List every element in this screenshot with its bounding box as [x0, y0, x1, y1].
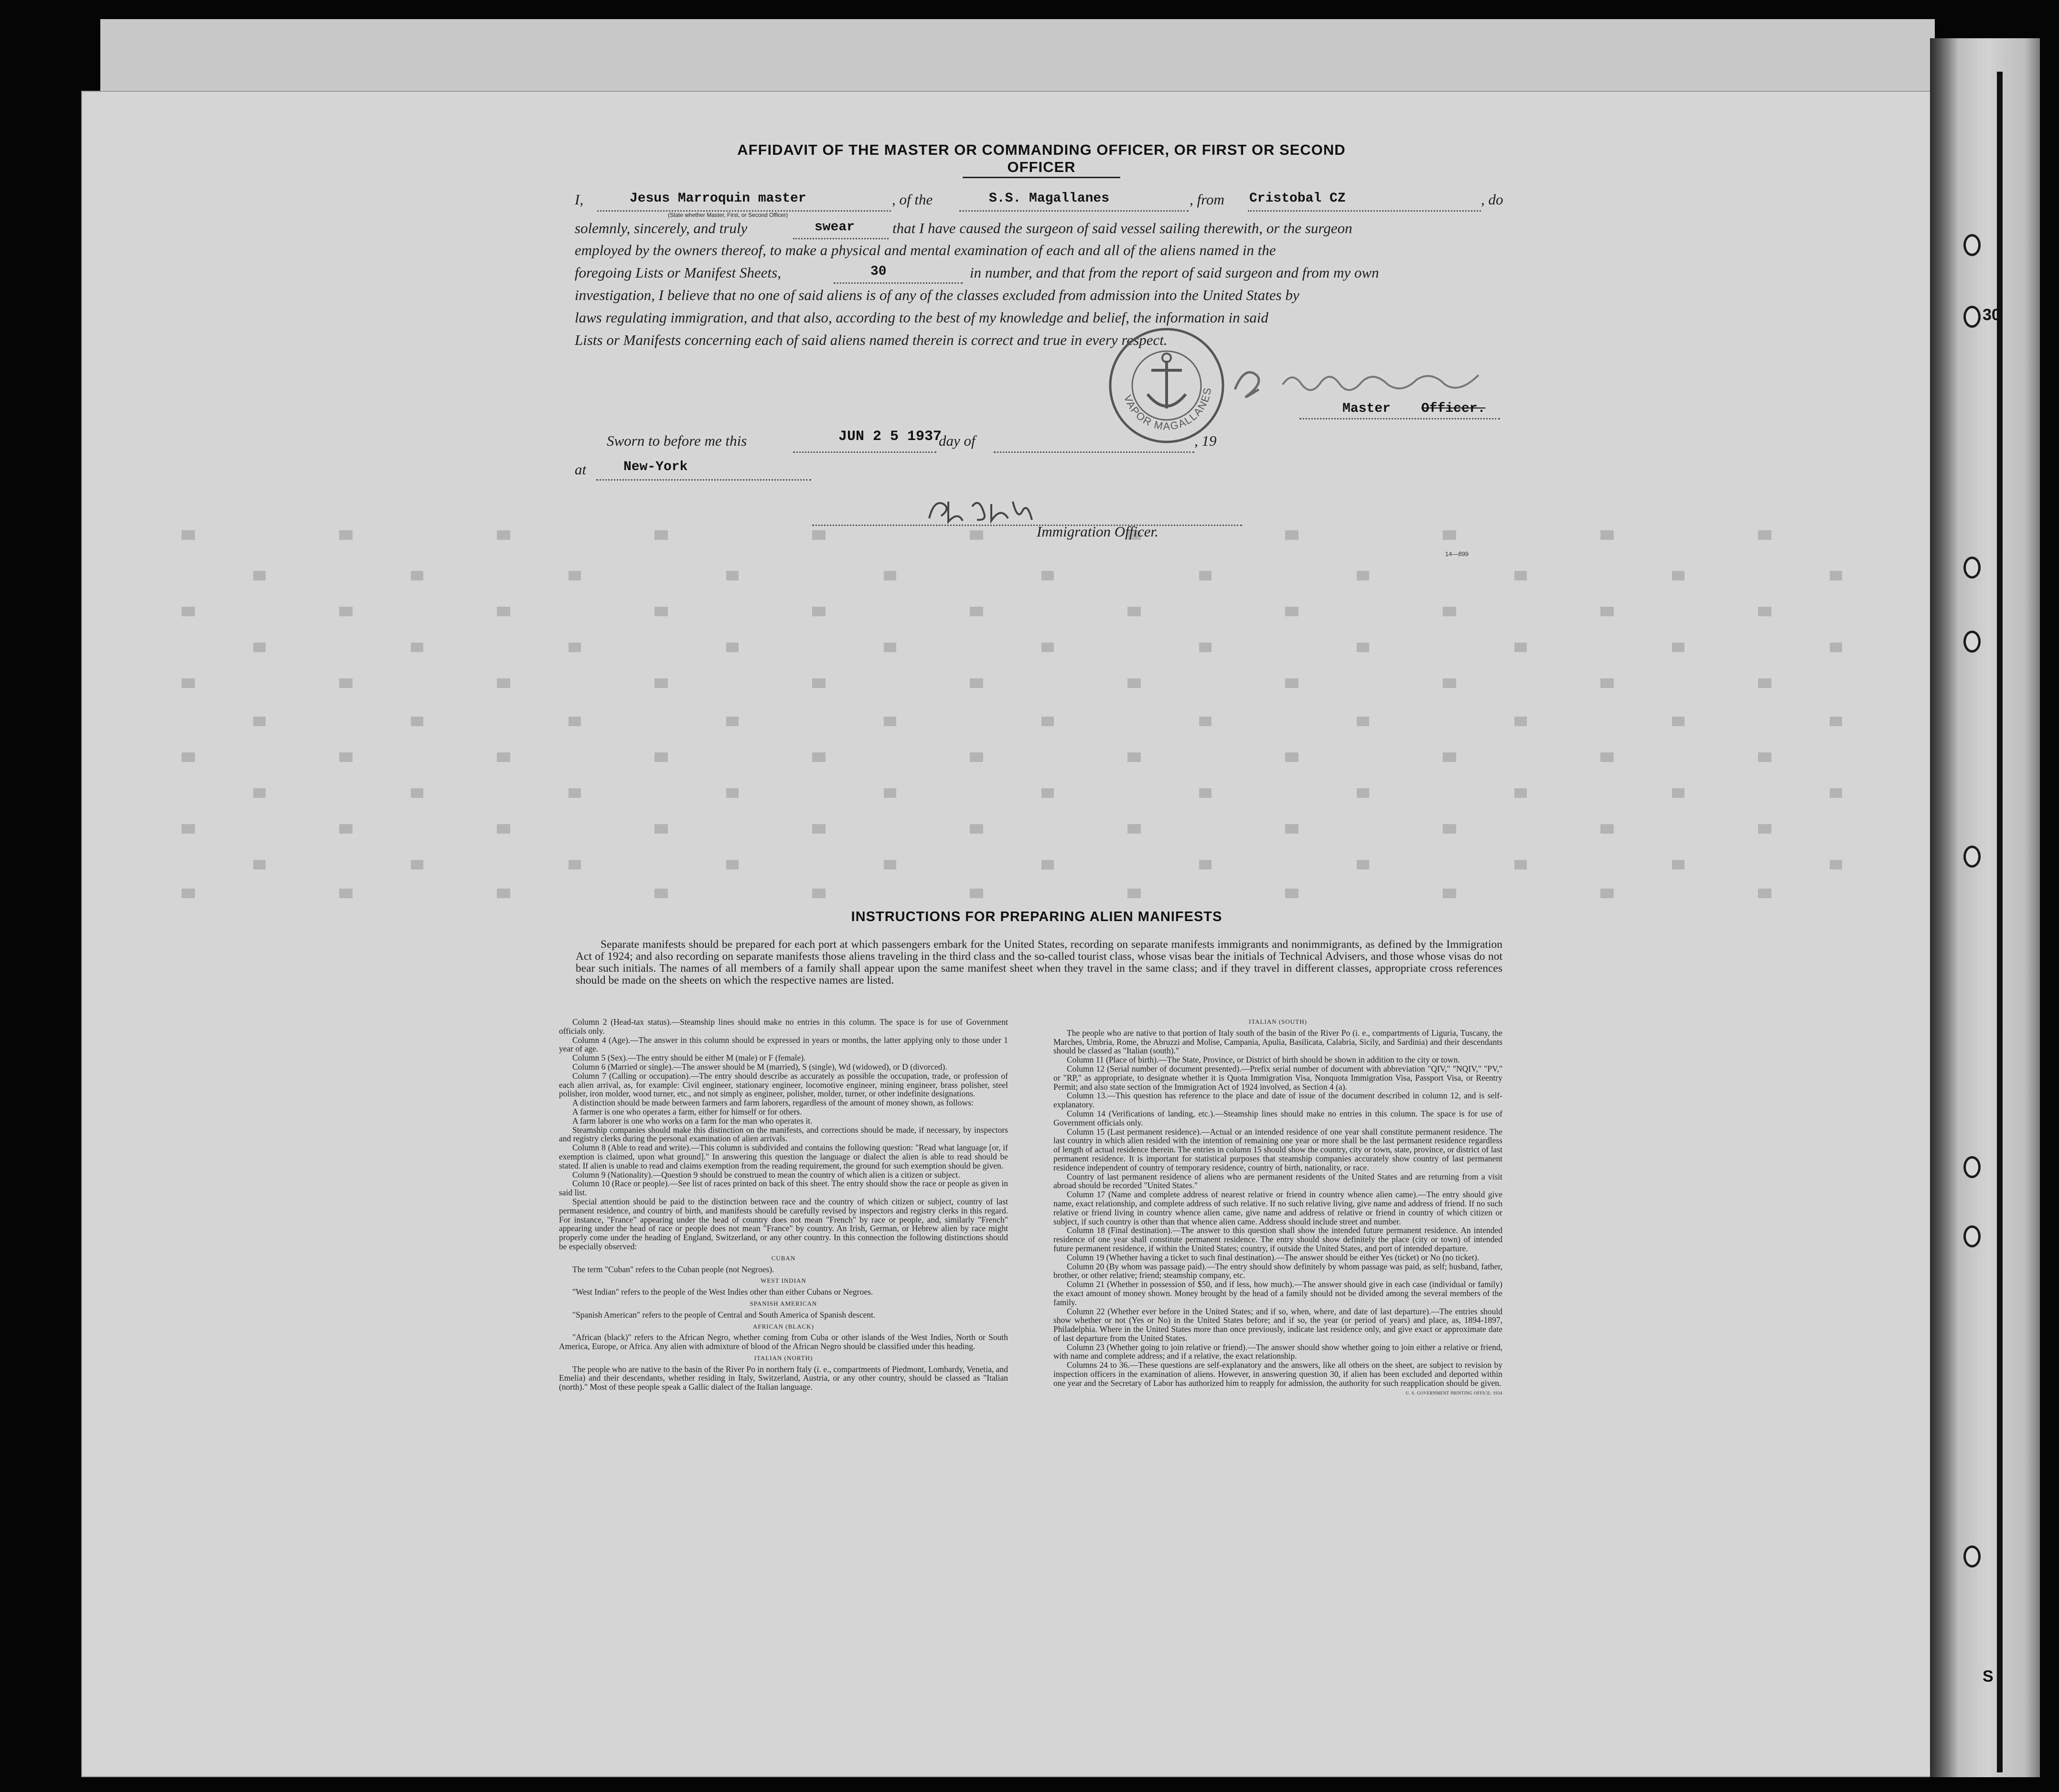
instruction-paragraph: Column 10 (Race or people).—See list of races printed on back of this sheet. The entry should show the race or people as given in said list. [559, 1179, 1008, 1198]
oath-underline [793, 238, 889, 239]
instruction-paragraph: Steamship companies should make this distinction on the manifests, and corrections should be made, if necessary, by inspectors and registry clerks during the personal examination of alien arrivals. [559, 1125, 1008, 1144]
section-heading-spanish-american: SPANISH AMERICAN [750, 1299, 817, 1307]
instructions-right-column [1053, 1018, 1502, 1397]
instruction-paragraph: Columns 24 to 36.—These questions are self-explanatory and the answers, like all others on the sheet, are subject to revision by inspection officers in the examination of aliens. However, in answering question 30, if alien has been excluded and deported within one year and the Secretary of Labor has authorized him to reapply for admission, the authority for such reapplication should be given. [1053, 1360, 1502, 1388]
form-number: 14—899 [1445, 550, 1469, 558]
sworn-label: Sworn to before me this [607, 432, 747, 449]
seal-text: VAPOR MAGALLANES [1121, 386, 1214, 432]
bleed-through-row [182, 643, 1901, 652]
binder-hole [1963, 557, 1981, 579]
instructions-title: INSTRUCTIONS FOR PREPARING ALIEN MANIFESTS [851, 909, 1223, 924]
bleed-through-row [182, 788, 1901, 798]
month-underline [994, 451, 1194, 453]
date-stamp: JUN 2 5 1937 [838, 429, 942, 445]
bleed-through-row [182, 607, 1901, 616]
instruction-paragraph: A farm laborer is one who works on a farm for the man who operates it. [572, 1116, 813, 1126]
affidavit-line-7: Lists or Manifests concerning each of said aliens named therein is correct and true in every respect. [575, 332, 1168, 348]
officer-struck: Officer. [1421, 401, 1486, 416]
instruction-paragraph: Column 18 (Final destination).—The answer to this question shall show the intended future permanent residence. An intended residence of one year shall constitute permanent residence. The entry should show definitely the place (city or town) of intended future permanent residence, if within the United States; country, if outside the United States, and port of intended departure. [1053, 1225, 1502, 1253]
bleed-through-row [182, 678, 1901, 688]
instruction-paragraph: Column 6 (Married or single).—The answer should be M (married), S (single), Wd (widowed), or D (divorced). [572, 1062, 947, 1072]
binder-edge [1997, 72, 2003, 1772]
departure-port: Cristobal CZ [1249, 191, 1346, 206]
affidavit-prefix: I, [575, 191, 584, 208]
section-heading-west-indian: WEST INDIAN [761, 1277, 806, 1285]
title-rule [963, 177, 1120, 178]
ship-seal-stamp [1104, 322, 1230, 449]
instruction-paragraph: Column 13.—This question has reference to the place and date of issue of the document described in column 12, and is self-explanatory. [1053, 1091, 1502, 1110]
instruction-paragraph: Column 14 (Verifications of landing, etc.).—Steamship lines should make no entries in this column. The space is for use of Government officials only. [1053, 1108, 1502, 1127]
instruction-paragraph: Column 19 (Whether having a ticket to such final destination).—The answer should be either Yes (ticket) or No (no ticket). [1067, 1252, 1480, 1262]
instruction-paragraph: Column 5 (Sex).—The entry should be either M (male) or F (female). [572, 1053, 806, 1063]
sworn-date-underline [793, 451, 936, 453]
oath-word: swear [815, 220, 855, 235]
place-underline [596, 479, 811, 481]
instruction-paragraph: Column 4 (Age).—The answer in this column should be expressed in years or months, the latter applying only to those under 1 year of age. [559, 1035, 1008, 1054]
bleed-through-row [182, 824, 1901, 834]
sheet-count: 30 [870, 264, 887, 279]
affidavit-line-6: laws regulating immigration, and that also, according to the best of my knowledge and belief, the information in said [575, 309, 1269, 326]
spanish-american-definition: "Spanish American" refers to the people of Central and South America of Spanish descent. [572, 1309, 876, 1320]
binder-hole [1963, 1156, 1981, 1178]
binder-label-top: 30 [1983, 306, 2001, 324]
bleed-through-row [182, 860, 1901, 869]
binder-hole [1963, 1545, 1981, 1567]
day-of-label: day of [939, 432, 976, 449]
binder-hole [1963, 1225, 1981, 1247]
affidavit-line-4-end: in number, and that from the report of said surgeon and from my own [970, 264, 1379, 281]
printing-office-note: U. S. GOVERNMENT PRINTING OFFICE: 1934 [1405, 1390, 1502, 1395]
of-the-label: , of the [892, 191, 933, 208]
sheets-underline [834, 282, 963, 284]
section-heading-italian-north: ITALIAN (NORTH) [754, 1354, 813, 1362]
signature-underline [1299, 418, 1500, 419]
instruction-paragraph: The people who are native to that portion of Italy south of the basin of the River Po (i. e., compartments of Liguria, Tuscany, the Marches, Umbria, Rome, the Abruzzi and Molise, Campania, Apulia, Basilicata, Calabria, Sicily, and Sardinia) and their descendants should be classed as "Italian (south)." [1053, 1028, 1502, 1056]
bleed-through-row [182, 889, 1901, 898]
instruction-paragraph: Column 8 (Able to read and write).—This column is subdivided and contains the following question: "Read what language [or, if exemption is claimed, upon what ground]." In answering this question the language or dialect the alien is able to read should be stated. If alien is unable to read and claims exemption from the reading requirement, the ground for such exemption should be given. [559, 1143, 1008, 1170]
instruction-paragraph: Column 21 (Whether in possession of $50, and if less, how much).—The answer should give in each case (individual or family) the exact amount of money shown. Money brought by the head of a family should not be divided among the several members of the family. [1053, 1279, 1502, 1307]
affidavit-line-3: employed by the owners thereof, to make a physical and mental examination of each and all of the aliens named in the [575, 242, 1276, 258]
instructions-left-column [559, 1018, 1008, 1392]
instruction-paragraph: A farmer is one who operates a farm, either for himself or for others. [572, 1106, 802, 1116]
instruction-paragraph: Country of last permanent residence of aliens who are permanent residents of the United States and are returning from a visit abroad should be recorded "United States." [1053, 1171, 1502, 1191]
affidavit-line-5: investigation, I believe that no one of said aliens is of any of the classes excluded from admission into the United States by [575, 287, 1299, 303]
instruction-paragraph: Column 17 (Name and complete address of nearest relative or friend in country whence alien came).—The entry should give name, exact relationship, and complete address of such relative. If no such relative living, give name and address of friend. If no such relative or friend living in country whence alien came, give name and address of relative or friend in country of which citizen or subject, if such country is other than that whence alien came. Address should include street and number. [1053, 1190, 1502, 1226]
binder-hole [1963, 234, 1981, 256]
instruction-paragraph: Column 15 (Last permanent residence).—Actual or an intended residence of one year shall constitute permanent residence. The last country in which alien resided with the intention of remaining one year or more shall be the last permanent residence regardless of length of actual residence therein. The entries in column 15 should show the country, city or town, state, province, or district of last permanent residence. It is important for statistical purposes that steamship companies accurately show country of last permanent residence independent of country of temporary residence, country of birth, nationality, or race. [1053, 1127, 1502, 1172]
instruction-paragraph: Column 20 (By whom was passage paid).—The entry should show definitely by whom passage was paid, as self; husband, father, brother, or other relative; friend; steamship company, etc. [1053, 1261, 1502, 1280]
binder-strip [1930, 38, 2040, 1777]
cuban-definition: The term "Cuban" refers to the Cuban people (not Negroes). [572, 1264, 774, 1274]
affidavit-line-2: that I have caused the surgeon of said vessel sailing therewith, or the surgeon [892, 220, 1352, 236]
affidavit-line-4-start: foregoing Lists or Manifest Sheets, [575, 264, 781, 281]
section-heading-cuban: CUBAN [771, 1254, 796, 1262]
binder-hole [1963, 306, 1981, 328]
from-label: , from [1190, 191, 1224, 208]
binder-hole [1963, 846, 1981, 868]
instruction-paragraph: Special attention should be paid to the distinction between race and the country of which citizen or subject, country of last permanent residence, and country of birth, and manifests should be carefully revised by inspectors and registry clerks in this regard. For instance, "France" appearing under the head of country does not mean "French" by race or people, and, similarly "French" appearing under the head of race or people does not mean "France" by country. An Irish, German, or Hebrew alien by race might properly come under the heading of England, Switzerland, or any other country. In this connection the following distinctions should be especially observed: [559, 1196, 1008, 1251]
bleed-through-row [182, 717, 1901, 726]
instruction-paragraph: Column 22 (Whether ever before in the United States; and if so, when, where, and date of last departure).—The entries should show whether or not (Yes or No) in the United States before; and if so, the year (or period of years) and place, as, 1894-1897, Philadelphia. Where in the United States more than once previously, indicate last residence only, and give exact or approximate date of last departure from the United States. [1053, 1306, 1502, 1343]
section-heading-african: AFRICAN (BLACK) [752, 1322, 815, 1330]
italian-north-definition: The people who are native to the basin of the River Po in northern Italy (i. e., compartments of Piedmont, Lombardy, Venetia, and Emelia) and their descendants, whether residing in Italy, Switzerland, Austria, or any other country, should be classed as "Italian (north)." Most of these people speak a Gallic dialect of the Italian language. [559, 1364, 1008, 1392]
section-heading-italian-south: ITALIAN (SOUTH) [1249, 1018, 1307, 1025]
do-label: , do [1481, 191, 1503, 208]
officer-rank-note: (State whether Master, First, or Second Officer) [668, 212, 788, 218]
signer-title: Master [1342, 401, 1391, 416]
year-label: , 19 [1194, 432, 1217, 449]
west-indian-definition: "West Indian" refers to the people of the West Indies other than either Cubans or Negroes. [572, 1287, 873, 1297]
affidavit-title: AFFIDAVIT OF THE MASTER OR COMMANDING OFFICER, OR FIRST OR SECOND OFFICER [737, 141, 1346, 175]
binder-hole [1963, 631, 1981, 653]
at-label: at [575, 461, 587, 478]
sworn-place: New-York [623, 460, 688, 474]
officer-name: Jesus Marroquin master [630, 191, 806, 206]
instructions-intro: Separate manifests should be prepared for each port at which passengers embark for the United States, recording on separate manifests immigrants and nonimmigrants, as defined by the Immigration Act of 1924; and also recording on separate manifests those aliens traveling in the third class and the so-called tourist class, whose visas bear the initials of Technical Advisers, and those whose visas do not bear such initials. The names of all members of a family shall appear upon the same manifest sheet when they travel in the same class; and if they travel in different classes, appropriate cross references should be made on the sheets on which the respective names are listed. [576, 938, 1502, 987]
instruction-paragraph: Column 9 (Nationality).—Question 9 should be construed to mean the country of which alien is a citizen or subject. [572, 1170, 960, 1180]
officer-signature-underline [812, 525, 1242, 526]
instruction-paragraph: Column 11 (Place of birth).—The State, Province, or District of birth should be shown in addition to the city or town. [1067, 1055, 1460, 1065]
bleed-through-row [182, 752, 1901, 762]
vessel-underline [959, 210, 1189, 212]
binder-label-bottom: S [1983, 1667, 1994, 1685]
african-definition: "African (black)" refers to the African Negro, whether coming from Cuba or other islands of the West Indies, North or South America, Europe, or Africa. Any alien with admixture of blood of the African Negro should be classified under this heading. [559, 1332, 1008, 1352]
port-underline [1248, 210, 1481, 212]
solemnly-label: solemnly, sincerely, and truly [575, 220, 748, 236]
instruction-paragraph: A distinction should be made between farmers and farm laborers, regardless of the amount of money shown, as follows: [572, 1098, 974, 1108]
immigration-officer-label: Immigration Officer. [1037, 523, 1158, 540]
instruction-paragraph: Column 7 (Calling or occupation).—The entry should describe as accurately as possible the occupation, trade, or profession of each alien arrival, as, for example: Civil engineer, stationary engineer, locomotive engineer, mining engineer, brass polisher, steel polisher, iron molder, wood turner, etc., and not simply as engineer, polisher, molder, turner, or other indefinite designations. [559, 1071, 1008, 1099]
vessel-name: S.S. Magallanes [989, 191, 1110, 206]
instruction-paragraph: Column 2 (Head-tax status).—Steamship lines should make no entries in this column. The space is for use of Government officials only. [559, 1017, 1008, 1036]
master-signature [1230, 356, 1507, 408]
instruction-paragraph: Column 12 (Serial number of document presented).—Prefix serial number of document with abbreviation "QIV," "NQIV," "PV," or "RP," as appropriate, to designate whether it is Quota Immigration Visa, Nonquota Immigration Visa, Passport Visa, or Reentry Permit; and also state section of the Immigration Act of 1924 involved, as Section 4 (a). [1053, 1063, 1502, 1092]
bleed-through-row [182, 571, 1901, 580]
instruction-paragraph: Column 23 (Whether going to join relative or friend).—The answer should show whether going to join either a relative or friend, with name and complete address; and if a relative, the exact relationship. [1053, 1342, 1502, 1361]
